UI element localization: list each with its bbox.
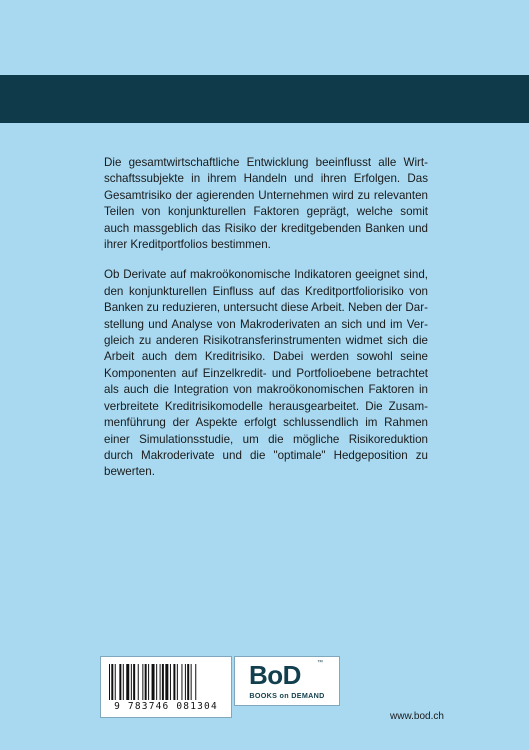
publisher-tagline: BOOKS on DEMAND: [249, 691, 325, 700]
isbn-barcode: [100, 656, 232, 718]
trademark-mark: ™: [317, 660, 323, 666]
blurb-paragraph-1: Die gesamtwirtschaftliche Entwicklung beeinflusst alle Wirtschaftssubjekte in ihrem Handeln und ihren Erfolgen. Das Gesamtrisiko der agierenden Unternehmen wird zu relevanten Teilen von konjunkturellen Faktoren geprägt, welche somit auch massgeblich das Risiko der kreditgebenden Banken und ihrer Kreditportfolios bestimmen.: [104, 156, 428, 252]
title-band: [0, 75, 529, 123]
blurb-paragraph-2: Ob Derivate auf makroökonomische Indikatoren geeignet sind, den konjunkturellen Einfluss auf das Kreditportfoliorisiko von Banken zu reduzieren, untersucht diese Arbeit. Neben der Darstellung und Analyse von Makroderivaten an sich und im Vergleich zu anderen Risikotransferinstrumenten widmet sich die Arbeit auch dem Kreditrisiko. Dabei werden sowohl seine Komponenten auf Einzelkredit- und Portfolioebene betrachtet als auch die Integration von makroökonomischen Faktoren in verbreitete Kreditrisikomodelle herausgearbeitet. Die Zusammenführung der Aspekte erfolgt schlussendlich im Rahmen einer Simulationsstudie, um die mögliche Risikoreduktion durch Makroderivate und die "optimale" Hedgeposition zu bewerten.: [104, 268, 428, 479]
barcode-digits: 9 783746 081304: [114, 701, 218, 712]
publisher-url: www.bod.ch: [390, 711, 444, 722]
blurb-text: [104, 155, 428, 495]
publisher-logo: [234, 656, 340, 706]
bod-logo-text: BoD: [249, 660, 301, 690]
barcode-bars: [109, 664, 223, 700]
